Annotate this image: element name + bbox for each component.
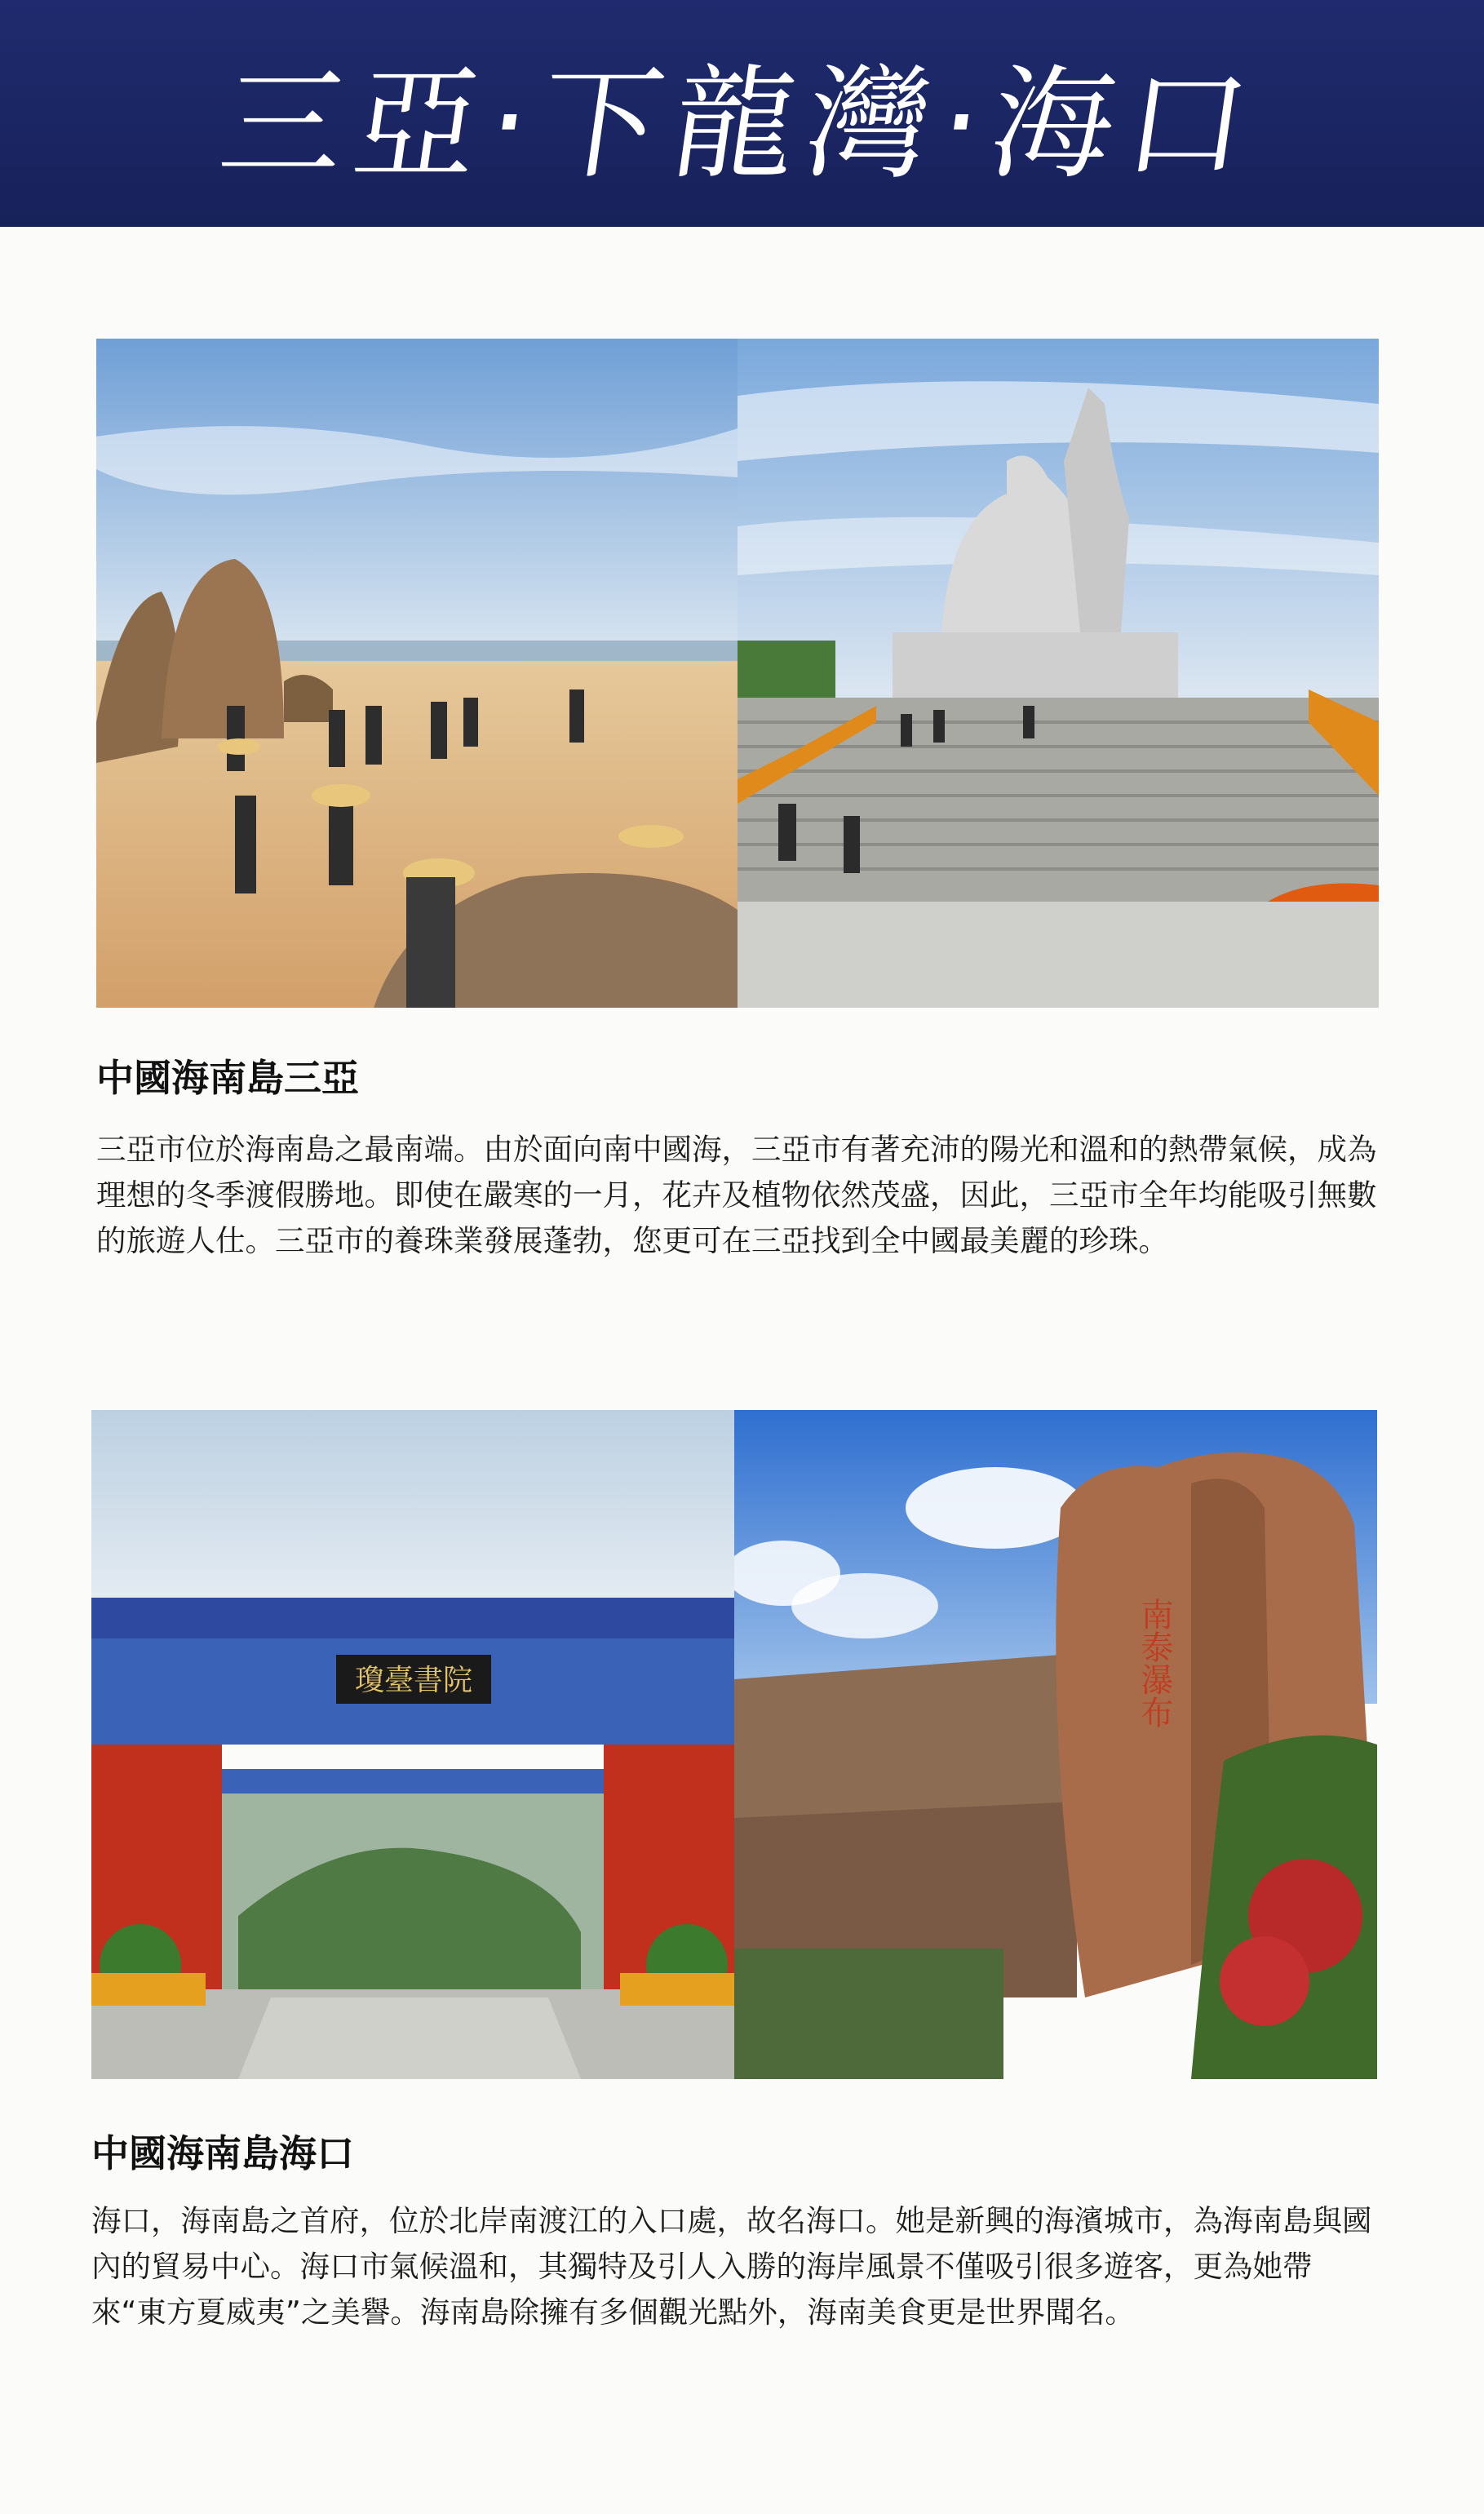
photo-row-sanya: [96, 339, 1379, 1008]
section-title-haikou: 中國海南島海口: [91, 2131, 354, 2175]
gate-plaque-text: 瓊臺書院: [354, 1664, 473, 1697]
rock-inscription: 南泰瀑布: [1136, 1598, 1173, 1728]
waterfall-rock-photo: [734, 1410, 1377, 2079]
academy-gate-photo: [91, 1410, 734, 2079]
beach-rocks-photo: [96, 339, 738, 1008]
section-body-sanya: 三亞市位於海南島之最南端。由於面向南中國海，三亞市有著充沛的陽光和溫和的熱帶氣候，成為理想的冬季渡假勝地。即使在嚴寒的一月，花卉及植物依然茂盛，因此，三亞市全年均能吸引無數的旅遊人仕。三亞市的養珠業發展蓬勃，您更可在三亞找到全中國最美麗的珍珠。: [96, 1132, 1377, 1258]
header-banner: [0, 0, 1484, 227]
statue-stairs-photo: [738, 339, 1379, 1008]
section-body-haikou: 海口，海南島之首府，位於北岸南渡江的入口處，故名海口。她是新興的海濱城市，為海南島與國內的貿易中心。海口市氣候溫和，其獨特及引人入勝的海岸風景不僅吸引很多遊客，更為她帶來“東方夏威夷”之美譽。海南島除擁有多個觀光點外，海南美食更是世界聞名。: [91, 2203, 1372, 2330]
section-title-sanya: 中國海南島三亞: [96, 1056, 359, 1100]
photo-row-haikou: [91, 1410, 1377, 2079]
page-title: 三亞‧下龍灣‧海口: [211, 54, 1269, 196]
